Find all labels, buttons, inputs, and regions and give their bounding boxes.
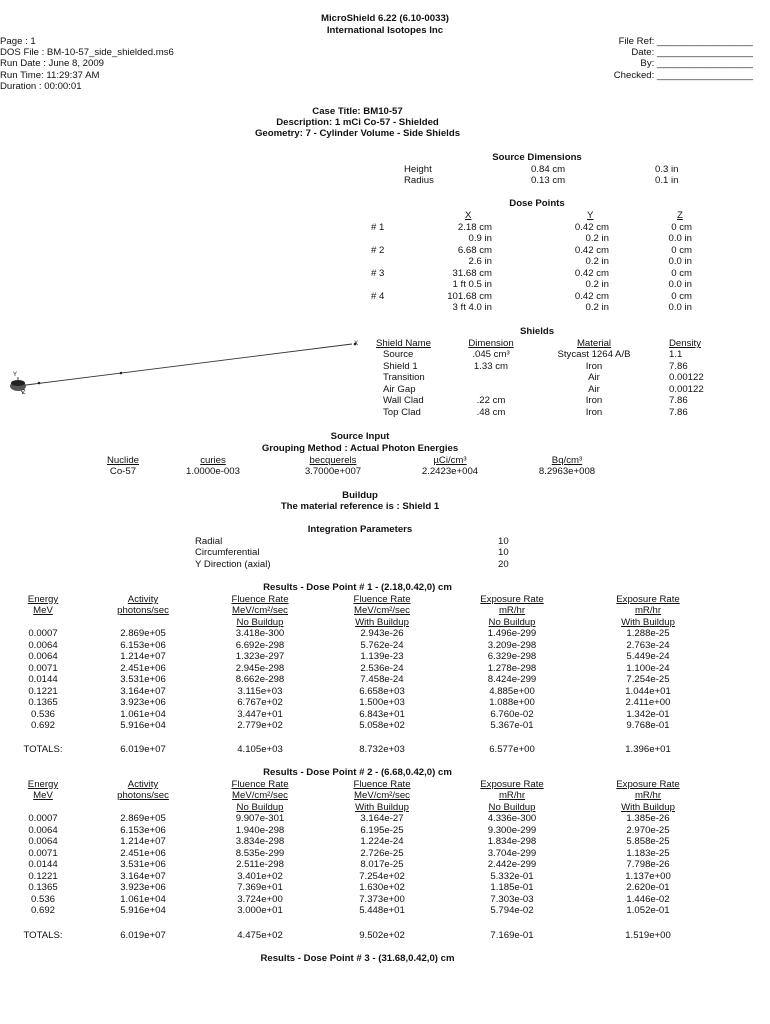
fluence-wb-unit: MeV/cm²/sec xyxy=(354,790,410,801)
result-cell: 5.794e-02 xyxy=(490,905,534,916)
date-field: Date: __________________ xyxy=(631,47,753,58)
fluence-wb-sub: With Buildup xyxy=(355,617,409,628)
buildup-reference: The material reference is : Shield 1 xyxy=(280,501,440,512)
shield-material: Air xyxy=(588,372,600,383)
result-cell: 0.0071 xyxy=(28,848,58,859)
dose-point-y-in: 0.2 in xyxy=(585,279,609,290)
dose-point-y-in: 0.2 in xyxy=(585,302,609,313)
shield-density: 7.86 xyxy=(669,395,688,406)
file-ref-field: File Ref: __________________ xyxy=(618,36,753,47)
result-cell: 7.373e+00 xyxy=(359,894,405,905)
integration-value: 10 xyxy=(498,547,509,558)
result-cell: 6.658e+03 xyxy=(359,686,405,697)
density-header: Density xyxy=(669,338,701,349)
result-cell: 3.704e-299 xyxy=(487,848,537,859)
activity-unit: photons/sec xyxy=(117,605,169,616)
curies-value: 1.0000e-003 xyxy=(186,466,240,477)
result-cell: 1.061e+04 xyxy=(120,709,166,720)
fluence-nb-header: Fluence Rate xyxy=(231,594,289,605)
result-cell: 5.762e-24 xyxy=(360,640,404,651)
dim-in: 0.3 in xyxy=(655,164,679,175)
result-cell: 3.115e+03 xyxy=(237,686,283,697)
fluence-wb-header: Fluence Rate xyxy=(353,594,411,605)
case-geometry: Geometry: 7 - Cylinder Volume - Side Shields xyxy=(254,128,461,139)
result-cell: 5.916e+04 xyxy=(120,905,166,916)
result-cell: 3.531e+06 xyxy=(120,859,166,870)
result-cell: 0.0064 xyxy=(28,836,58,847)
result-cell: 1.061e+04 xyxy=(120,894,166,905)
totals-cell: 9.502e+02 xyxy=(359,930,405,941)
results-title: Results - Dose Point # 3 - (31.68,0.42,0) cm xyxy=(260,953,455,964)
becquerels-header: becquerels xyxy=(309,455,357,466)
integration-label: Y Direction (axial) xyxy=(195,559,271,570)
fluence-nb-unit: MeV/cm²/sec xyxy=(232,790,288,801)
result-cell: 1.834e-298 xyxy=(487,836,537,847)
fluence-nb-unit: MeV/cm²/sec xyxy=(232,605,288,616)
totals-cell: 1.519e+00 xyxy=(625,930,671,941)
dose-point-z-in: 0.0 in xyxy=(668,256,692,267)
result-cell: 1.224e-24 xyxy=(360,836,404,847)
page-number: Page : 1 xyxy=(0,36,36,47)
dose-point-y-in: 0.2 in xyxy=(585,256,609,267)
energy-header: Energy xyxy=(27,594,59,605)
shield-material: Stycast 1264 A/B xyxy=(557,349,631,360)
result-cell: 1.940e-298 xyxy=(235,825,285,836)
dose-point-y: 0.42 cm xyxy=(574,222,609,233)
result-cell: 1.183e-25 xyxy=(626,848,670,859)
energy-unit: MeV xyxy=(33,605,53,616)
activity-header: Activity xyxy=(127,779,159,790)
result-cell: 6.153e+06 xyxy=(120,640,166,651)
dose-point-marker xyxy=(38,382,41,385)
dose-point-x: 2.18 cm xyxy=(457,222,492,233)
result-cell: 0.1365 xyxy=(28,882,58,893)
totals-cell: 6.019e+07 xyxy=(120,930,166,941)
result-cell: 1.088e+00 xyxy=(489,697,535,708)
result-cell: 3.724e+00 xyxy=(237,894,283,905)
result-cell: 7.458e-24 xyxy=(360,674,404,685)
axis-x-label: X xyxy=(354,341,359,347)
result-cell: 7.303e-03 xyxy=(490,894,534,905)
dose-point-y: 0.42 cm xyxy=(574,245,609,256)
result-cell: 7.798e-26 xyxy=(626,859,670,870)
exposure-nb-header: Exposure Rate xyxy=(480,779,544,790)
dim-in: 0.1 in xyxy=(655,175,679,186)
result-cell: 1.500e+03 xyxy=(359,697,405,708)
activity-header: Activity xyxy=(127,594,159,605)
result-cell: 2.869e+05 xyxy=(120,628,166,639)
col-y-header: Y xyxy=(587,210,594,221)
shield-dimension: .045 cm³ xyxy=(472,349,510,360)
program-title: MicroShield 6.22 (6.10-0033) xyxy=(321,13,449,24)
bq-cm3-value: 8.2963e+008 xyxy=(538,466,596,477)
result-cell: 2.763e-24 xyxy=(626,640,670,651)
fluence-wb-header: Fluence Rate xyxy=(353,779,411,790)
result-cell: 0.0064 xyxy=(28,651,58,662)
shields-heading: Shields xyxy=(519,326,555,337)
bq-cm3-header: Bq/cm³ xyxy=(551,455,583,466)
nuclide-value: Co-57 xyxy=(109,466,137,477)
shield-name: Source xyxy=(383,349,414,360)
result-cell: 3.834e-298 xyxy=(235,836,285,847)
result-cell: 8.662e-298 xyxy=(235,674,285,685)
becquerels-value: 3.7000e+007 xyxy=(304,466,362,477)
integration-heading: Integration Parameters xyxy=(307,524,413,535)
result-cell: 1.100e-24 xyxy=(626,663,670,674)
shield-density: 0.00122 xyxy=(669,384,704,395)
result-cell: 3.923e+06 xyxy=(120,697,166,708)
result-cell: 5.449e-24 xyxy=(626,651,670,662)
result-cell: 0.0007 xyxy=(28,813,58,824)
result-cell: 3.164e-27 xyxy=(360,813,404,824)
dose-point-ray xyxy=(18,344,352,386)
result-cell: 3.531e+06 xyxy=(120,674,166,685)
result-cell: 6.843e+01 xyxy=(359,709,405,720)
company-name: International Isotopes Inc xyxy=(326,25,444,36)
result-cell: 0.0144 xyxy=(28,674,58,685)
shield-material: Iron xyxy=(585,407,603,418)
result-cell: 2.970e-25 xyxy=(626,825,670,836)
shield-name: Shield 1 xyxy=(383,361,418,372)
case-description: Description: 1 mCi Co-57 - Shielded xyxy=(276,117,439,128)
result-cell: 6.153e+06 xyxy=(120,825,166,836)
result-cell: 2.511e-298 xyxy=(236,859,284,870)
shield-name: Transition xyxy=(383,372,425,383)
dose-point-z-in: 0.0 in xyxy=(668,233,692,244)
totals-cell: 6.019e+07 xyxy=(120,744,166,755)
result-cell: 0.1221 xyxy=(28,686,58,697)
shield-density: 7.86 xyxy=(669,361,688,372)
run-date: Run Date : June 8, 2009 xyxy=(0,58,105,69)
fluence-nb-sub: No Buildup xyxy=(236,802,284,813)
run-time: Run Time: 11:29:37 AM xyxy=(0,70,100,81)
result-cell: 7.254e-25 xyxy=(626,674,670,685)
results-title: Results - Dose Point # 1 - (2.18,0.42,0) cm xyxy=(263,582,452,593)
dose-point-z-in: 0.0 in xyxy=(668,302,692,313)
result-cell: 9.768e-01 xyxy=(626,720,670,731)
result-cell: 1.342e-01 xyxy=(626,709,670,720)
result-cell: 0.0064 xyxy=(28,640,58,651)
result-cell: 1.630e+02 xyxy=(359,882,405,893)
by-field: By: __________________ xyxy=(640,58,753,69)
integration-label: Radial xyxy=(195,536,223,547)
result-cell: 0.1365 xyxy=(28,697,58,708)
dos-file: DOS File : BM-10-57_side_shielded.ms6 xyxy=(0,47,174,58)
result-cell: 0.692 xyxy=(30,905,55,916)
exposure-wb-unit: mR/hr xyxy=(634,605,662,616)
dim-label: Radius xyxy=(404,175,434,186)
axis-z-label: Z xyxy=(22,390,26,396)
result-cell: 3.447e+01 xyxy=(237,709,283,720)
result-cell: 4.885e+00 xyxy=(489,686,535,697)
result-cell: 1.385e-26 xyxy=(626,813,670,824)
result-cell: 5.858e-25 xyxy=(626,836,670,847)
results-title: Results - Dose Point # 2 - (6.68,0.42,0) cm xyxy=(263,767,452,778)
buildup-heading: Buildup xyxy=(342,490,378,501)
result-cell: 1.288e-25 xyxy=(626,628,670,639)
dose-point-marker xyxy=(120,372,123,375)
result-cell: 1.214e+07 xyxy=(120,836,166,847)
dim-cm: 0.84 cm xyxy=(531,164,566,175)
uci-cm3-value: 2.2423e+004 xyxy=(421,466,479,477)
curies-header: curies xyxy=(200,455,226,466)
dose-point-z: 0 cm xyxy=(671,222,692,233)
result-cell: 1.278e-298 xyxy=(487,663,537,674)
result-cell: 6.329e-298 xyxy=(487,651,537,662)
result-cell: 0.1221 xyxy=(28,871,58,882)
shield-material: Iron xyxy=(585,395,603,406)
totals-cell: 4.475e+02 xyxy=(237,930,283,941)
shield-material: Air xyxy=(588,384,600,395)
col-x-header: X xyxy=(465,210,472,221)
totals-cell: 4.105e+03 xyxy=(237,744,283,755)
source-input-heading: Source Input xyxy=(330,431,390,442)
exposure-nb-header: Exposure Rate xyxy=(480,594,544,605)
exposure-wb-header: Exposure Rate xyxy=(616,594,680,605)
dose-point-x: 31.68 cm xyxy=(452,268,492,279)
integration-value: 10 xyxy=(498,536,509,547)
result-cell: 1.214e+07 xyxy=(120,651,166,662)
dim-label: Height xyxy=(404,164,432,175)
result-cell: 5.448e+01 xyxy=(359,905,405,916)
dose-point-x: 101.68 cm xyxy=(447,291,492,302)
exposure-nb-unit: mR/hr xyxy=(498,790,526,801)
axis-y-label: Y xyxy=(13,372,18,378)
result-cell: 1.323e-297 xyxy=(235,651,285,662)
exposure-wb-header: Exposure Rate xyxy=(616,779,680,790)
uci-cm3-header: µCi/cm³ xyxy=(433,455,467,466)
dose-point-z: 0 cm xyxy=(671,268,692,279)
result-cell: 0.0007 xyxy=(28,628,58,639)
integration-label: Circumferential xyxy=(195,547,260,558)
duration: Duration : 00:00:01 xyxy=(0,81,82,92)
result-cell: 8.017e-25 xyxy=(360,859,404,870)
dose-point-z-in: 0.0 in xyxy=(668,279,692,290)
dim-cm: 0.13 cm xyxy=(531,175,566,186)
nuclide-header: Nuclide xyxy=(107,455,139,466)
result-cell: 2.451e+06 xyxy=(120,848,166,859)
shield-material: Iron xyxy=(585,361,603,372)
shield-dimension: .48 cm xyxy=(476,407,506,418)
result-cell: 6.767e+02 xyxy=(237,697,283,708)
source-cylinder-top xyxy=(11,380,25,386)
result-cell: 2.869e+05 xyxy=(120,813,166,824)
exposure-nb-sub: No Buildup xyxy=(488,617,536,628)
dose-points-heading: Dose Points xyxy=(509,198,565,209)
dose-point-label: # 2 xyxy=(371,245,385,256)
result-cell: 2.536e-24 xyxy=(360,663,404,674)
result-cell: 7.254e+02 xyxy=(359,871,405,882)
result-cell: 9.300e-299 xyxy=(487,825,537,836)
dose-point-y: 0.42 cm xyxy=(574,291,609,302)
result-cell: 4.336e-300 xyxy=(487,813,537,824)
dose-point-x-in: 3 ft 4.0 in xyxy=(452,302,492,313)
result-cell: 2.779e+02 xyxy=(237,720,283,731)
dose-point-z: 0 cm xyxy=(671,245,692,256)
totals-cell: 1.396e+01 xyxy=(625,744,671,755)
dose-point-label: # 4 xyxy=(371,291,385,302)
result-cell: 5.332e-01 xyxy=(490,871,534,882)
exposure-nb-unit: mR/hr xyxy=(498,605,526,616)
result-cell: 2.726e-25 xyxy=(360,848,404,859)
result-cell: 0.0144 xyxy=(28,859,58,870)
shield-name: Top Clad xyxy=(383,407,421,418)
result-cell: 0.692 xyxy=(30,720,55,731)
result-cell: 8.535e-299 xyxy=(235,848,285,859)
case-title: Case Title: BM10-57 xyxy=(312,106,403,117)
result-cell: 2.620e-01 xyxy=(626,882,670,893)
energy-header: Energy xyxy=(27,779,59,790)
dose-point-y: 0.42 cm xyxy=(574,268,609,279)
result-cell: 5.367e-01 xyxy=(490,720,534,731)
shield-density: 0.00122 xyxy=(669,372,704,383)
source-dimensions-heading: Source Dimensions xyxy=(492,152,582,163)
result-cell: 7.369e+01 xyxy=(237,882,283,893)
result-cell: 2.945e-298 xyxy=(235,663,285,674)
result-cell: 0.536 xyxy=(30,709,55,720)
shield-density: 1.1 xyxy=(669,349,683,360)
result-cell: 3.923e+06 xyxy=(120,882,166,893)
result-cell: 2.411e+00 xyxy=(625,697,671,708)
dose-point-x-in: 1 ft 0.5 in xyxy=(452,279,492,290)
fluence-nb-sub: No Buildup xyxy=(236,617,284,628)
result-cell: 3.164e+07 xyxy=(120,871,166,882)
shield-dimension: 1.33 cm xyxy=(473,361,509,372)
shield-name: Air Gap xyxy=(383,384,416,395)
shield-name-header: Shield Name xyxy=(376,338,431,349)
result-cell: 0.0064 xyxy=(28,825,58,836)
totals-label: TOTALS: xyxy=(23,930,63,941)
result-cell: 3.401e+02 xyxy=(237,871,283,882)
result-cell: 3.209e-298 xyxy=(487,640,537,651)
grouping-method: Grouping Method : Actual Photon Energies xyxy=(261,443,459,454)
result-cell: 3.418e-300 xyxy=(235,628,285,639)
result-cell: 2.451e+06 xyxy=(120,663,166,674)
result-cell: 6.760e-02 xyxy=(490,709,534,720)
activity-unit: photons/sec xyxy=(117,790,169,801)
result-cell: 6.195e-25 xyxy=(360,825,404,836)
result-cell: 3.164e+07 xyxy=(120,686,166,697)
result-cell: 5.916e+04 xyxy=(120,720,166,731)
exposure-wb-sub: With Buildup xyxy=(621,802,675,813)
result-cell: 2.442e-299 xyxy=(487,859,537,870)
checked-field: Checked: __________________ xyxy=(613,70,753,81)
result-cell: 1.052e-01 xyxy=(626,905,670,916)
col-z-header: Z xyxy=(677,210,683,221)
dimension-header: Dimension xyxy=(468,338,514,349)
result-cell: 5.058e+02 xyxy=(359,720,405,731)
fluence-wb-sub: With Buildup xyxy=(355,802,409,813)
result-cell: 1.185e-01 xyxy=(490,882,534,893)
exposure-wb-unit: mR/hr xyxy=(634,790,662,801)
result-cell: 1.044e+01 xyxy=(625,686,671,697)
fluence-wb-unit: MeV/cm²/sec xyxy=(354,605,410,616)
result-cell: 1.496e-299 xyxy=(487,628,537,639)
dose-point-y-in: 0.2 in xyxy=(585,233,609,244)
exposure-wb-sub: With Buildup xyxy=(621,617,675,628)
result-cell: 2.943e-26 xyxy=(360,628,404,639)
result-cell: 9.907e-301 xyxy=(235,813,285,824)
result-cell: 3.000e+01 xyxy=(237,905,283,916)
dose-point-x-in: 0.9 in xyxy=(468,233,492,244)
result-cell: 1.139e-23 xyxy=(360,651,404,662)
result-cell: 1.137e+00 xyxy=(625,871,671,882)
dose-point-x: 6.68 cm xyxy=(457,245,492,256)
result-cell: 0.536 xyxy=(30,894,55,905)
result-cell: 8.424e-299 xyxy=(487,674,537,685)
shield-density: 7.86 xyxy=(669,407,688,418)
integration-value: 20 xyxy=(498,559,509,570)
totals-cell: 6.577e+00 xyxy=(489,744,535,755)
dose-point-z: 0 cm xyxy=(671,291,692,302)
shield-name: Wall Clad xyxy=(383,395,424,406)
dose-point-label: # 3 xyxy=(371,268,385,279)
result-cell: 1.446e-02 xyxy=(626,894,670,905)
totals-cell: 7.169e-01 xyxy=(490,930,534,941)
energy-unit: MeV xyxy=(33,790,53,801)
exposure-nb-sub: No Buildup xyxy=(488,802,536,813)
dose-point-x-in: 2.6 in xyxy=(468,256,492,267)
result-cell: 0.0071 xyxy=(28,663,58,674)
result-cell: 6.692e-298 xyxy=(235,640,285,651)
fluence-nb-header: Fluence Rate xyxy=(231,779,289,790)
shield-dimension: .22 cm xyxy=(476,395,506,406)
dose-point-label: # 1 xyxy=(371,222,385,233)
material-header: Material xyxy=(576,338,612,349)
totals-label: TOTALS: xyxy=(23,744,63,755)
totals-cell: 8.732e+03 xyxy=(359,744,405,755)
